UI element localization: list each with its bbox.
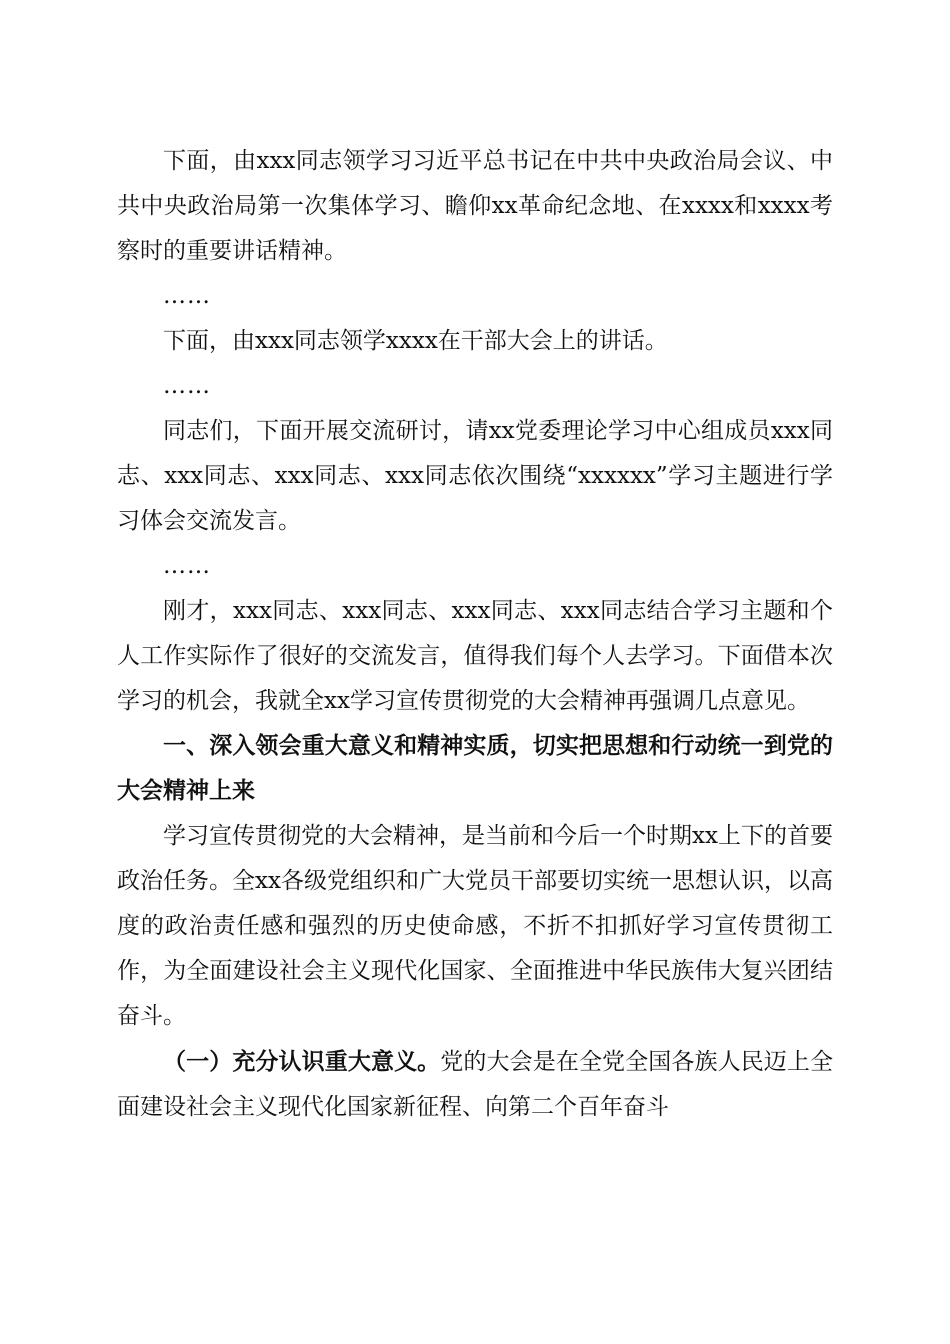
ellipsis-2: …… [163,373,211,399]
sub-heading-1: （一）充分认识重大意义。 [163,1048,441,1075]
paragraph-6 [117,1039,833,1130]
paragraph-6-text: 党的大会是在全党全国各族人民迈上全面建设社会主义现代化国家新征程、向第二个百年奋斗 [117,1049,834,1120]
paragraph-3: 同志们，下面开展交流研讨，请xx党委理论学习中心组成员xxx同志、xxx同志、xxx同志、xxx同志依次围绕“xxxxxx”学习主题进行学习体会交流发言。 [117,418,833,534]
ellipsis-1: …… [163,283,211,309]
document-body [117,139,833,1130]
paragraph-2: 下面，由xxx同志领学xxxx在干部大会上的讲话。 [163,328,668,354]
paragraph-5: 学习宣传贯彻党的大会精神，是当前和今后一个时期xx上下的首要政治任务。全xx各级党组织和广大党员干部要切实统一思想认识，以高度的政治责任感和强烈的历史使命感，不折不扣抓好学习宣传贯彻工作，为全面建设社会主义现代化国家、全面推进中华民族伟大复兴团结奋斗。 [117,823,833,1029]
paragraph-4: 刚才，xxx同志、xxx同志、xxx同志、xxx同志结合学习主题和个人工作实际作了很好的交流发言，值得我们每个人去学习。下面借本次学习的机会，我就全xx学习宣传贯彻党的大会精神再强调几点意见。 [117,598,833,714]
section-heading-1: 一、深入领会重大意义和精神实质，切实把思想和行动统一到党的大会精神上来 [117,733,833,804]
paragraph-1: 下面，由xxx同志领学习习近平总书记在中共中央政治局会议、中共中央政治局第一次集体学习、瞻仰xx革命纪念地、在xxxx和xxxx考察时的重要讲话精神。 [117,148,833,264]
ellipsis-3: …… [163,553,211,579]
